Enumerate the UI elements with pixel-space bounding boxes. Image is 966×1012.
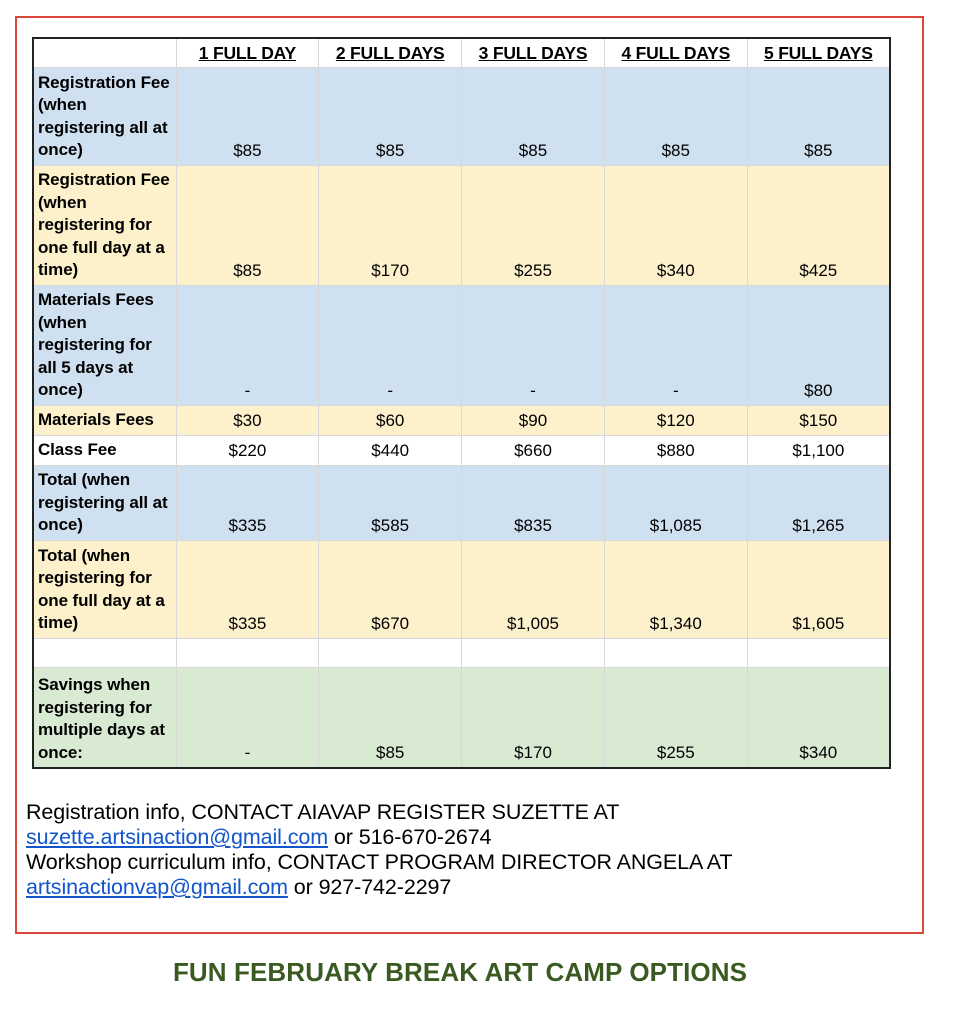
table-cell: $60: [319, 405, 462, 435]
row-label: [33, 638, 176, 667]
row-label: Savings when registering for multiple days at once:: [33, 667, 176, 768]
table-cell: $85: [319, 67, 462, 165]
table-cell: $30: [176, 405, 319, 435]
registration-email-link[interactable]: suzette.artsinaction@gmail.com: [26, 825, 329, 849]
row-label: Registration Fee (when registering for one full day at a time): [33, 165, 176, 285]
table-row: [33, 405, 890, 435]
table-cell: $85: [462, 67, 605, 165]
table-cell: $1,100: [747, 435, 890, 465]
table-cell: [462, 638, 605, 667]
table-cell: $85: [176, 67, 319, 165]
table-cell: [319, 638, 462, 667]
table-cell: $1,605: [747, 540, 890, 638]
table-cell: $335: [176, 540, 319, 638]
table-cell: $835: [462, 465, 605, 540]
table-cell: [176, 638, 319, 667]
table-cell: -: [176, 285, 319, 405]
table-cell: $1,340: [604, 540, 747, 638]
spacer-row: [33, 638, 890, 667]
table-cell: $170: [319, 165, 462, 285]
row-label: Materials Fees: [33, 405, 176, 435]
table-row: [33, 465, 890, 540]
registration-contact-line: [26, 800, 732, 825]
table-cell: $85: [319, 667, 462, 768]
table-cell: $340: [747, 667, 890, 768]
registration-phone: or 516-670-2674: [328, 825, 492, 849]
row-label: Registration Fee (when registering all at once): [33, 67, 176, 165]
header-4-full-days: 4 FULL DAYS: [604, 38, 747, 67]
table-cell: -: [604, 285, 747, 405]
table-row: [33, 435, 890, 465]
curriculum-contact-line: [26, 850, 732, 875]
table-cell: $255: [604, 667, 747, 768]
table-cell: $85: [747, 67, 890, 165]
header-5-full-days: 5 FULL DAYS: [747, 38, 890, 67]
table-cell: $335: [176, 465, 319, 540]
table-cell: $255: [462, 165, 605, 285]
table-cell: $85: [604, 67, 747, 165]
row-label: Total (when registering for one full day at a time): [33, 540, 176, 638]
curriculum-contact-text: Workshop curriculum info, CONTACT PROGRAM DIRECTOR ANGELA AT: [26, 850, 733, 874]
curriculum-email-line: [26, 875, 732, 900]
table-row: [33, 540, 890, 638]
pricing-table: [32, 37, 891, 769]
contact-info: [26, 800, 732, 900]
table-cell: -: [176, 667, 319, 768]
row-label: Class Fee: [33, 435, 176, 465]
table-cell: $425: [747, 165, 890, 285]
table-cell: -: [462, 285, 605, 405]
table-cell: $440: [319, 435, 462, 465]
table-row: [33, 667, 890, 768]
table-row: [33, 67, 890, 165]
table-cell: $340: [604, 165, 747, 285]
curriculum-email-link[interactable]: artsinactionvap@gmail.com: [26, 875, 288, 899]
table-cell: $1,005: [462, 540, 605, 638]
header-2-full-days: 2 FULL DAYS: [319, 38, 462, 67]
page-title: FUN FEBRUARY BREAK ART CAMP OPTIONS: [172, 957, 748, 987]
curriculum-phone: or 927-742-2297: [287, 875, 452, 899]
registration-email-line: [26, 825, 732, 850]
table-row: [33, 165, 890, 285]
table-cell: $120: [604, 405, 747, 435]
table-cell: $85: [176, 165, 319, 285]
row-label: Total (when registering all at once): [33, 465, 176, 540]
row-label: Materials Fees (when registering for all 5 days at once): [33, 285, 176, 405]
table-cell: $170: [462, 667, 605, 768]
table-cell: $80: [747, 285, 890, 405]
table-cell: $220: [176, 435, 319, 465]
table-cell: $1,085: [604, 465, 747, 540]
table-cell: $660: [462, 435, 605, 465]
table-cell: $1,265: [747, 465, 890, 540]
header-1-full-day: 1 FULL DAY: [176, 38, 319, 67]
table-cell: $90: [462, 405, 605, 435]
table-cell: $585: [319, 465, 462, 540]
table-cell: [604, 638, 747, 667]
header-corner: [33, 38, 176, 67]
table-row: [33, 285, 890, 405]
table-cell: $150: [747, 405, 890, 435]
header-row: [33, 38, 890, 67]
table-cell: -: [319, 285, 462, 405]
header-3-full-days: 3 FULL DAYS: [462, 38, 605, 67]
table-cell: $880: [604, 435, 747, 465]
table-cell: $670: [319, 540, 462, 638]
registration-contact-text: Registration info, CONTACT AIAVAP REGISTER SUZETTE AT: [26, 800, 620, 824]
table-cell: [747, 638, 890, 667]
